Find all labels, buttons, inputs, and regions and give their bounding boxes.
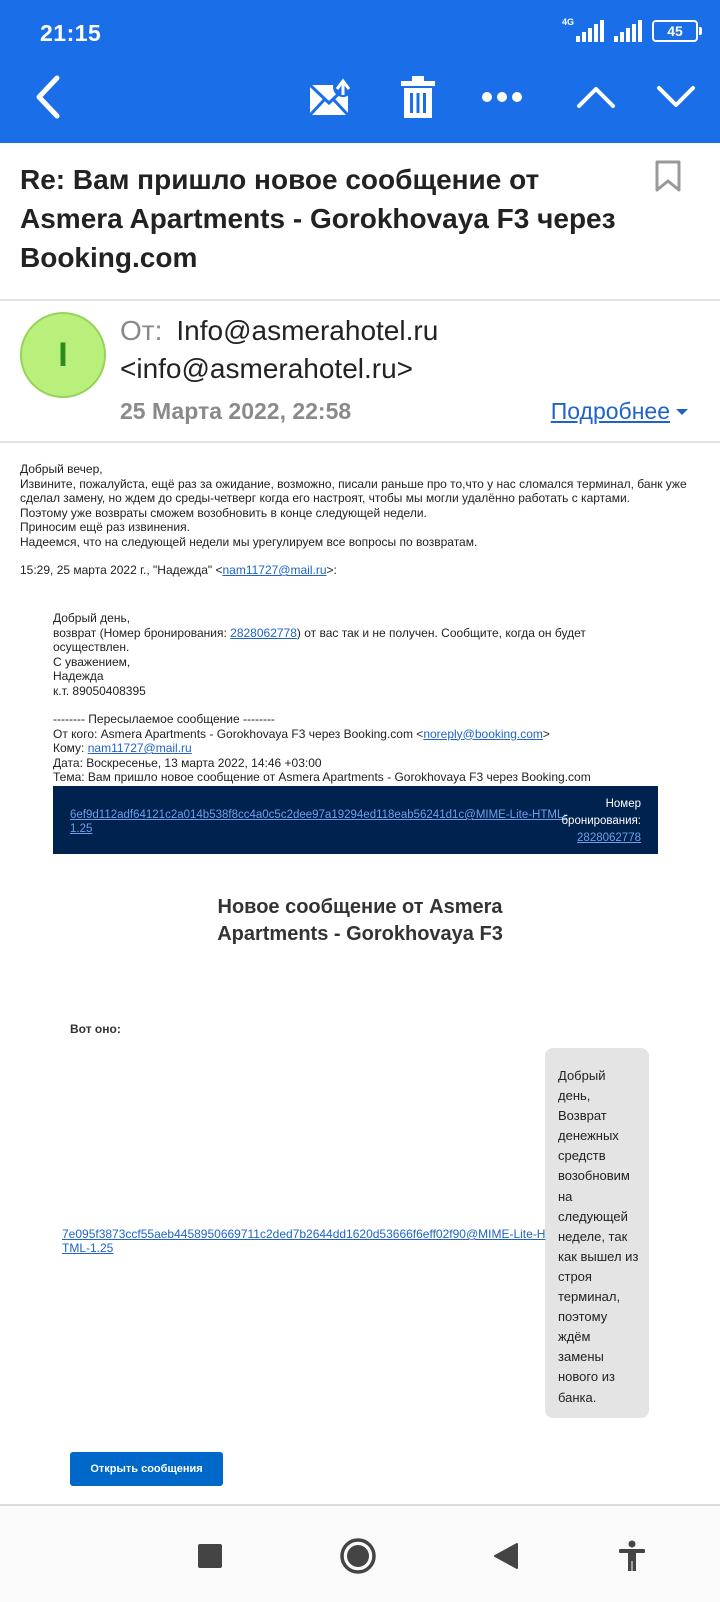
bookmark-button[interactable]: [655, 160, 681, 197]
home-circle-icon: [339, 1537, 377, 1575]
quoted-message: [53, 611, 653, 785]
forward-header: -------- Пересылаемое сообщение --------: [53, 712, 275, 726]
reply-header-prefix: 15:29, 25 марта 2022 г., "Надежда" <: [20, 563, 223, 577]
bookmark-icon: [655, 160, 681, 192]
details-label: Подробнее: [550, 398, 670, 424]
signal-icon: [576, 20, 606, 42]
reply-header-email[interactable]: nam11727@mail.ru: [222, 563, 327, 577]
back-button[interactable]: [28, 72, 68, 122]
booking-number-link[interactable]: 2828062778: [230, 625, 297, 640]
quote-phone: к.т. 89050408395: [53, 683, 146, 698]
reply-header-suffix: >:: [326, 563, 337, 577]
mark-unread-button[interactable]: [306, 72, 356, 122]
quote-refund-suffix: ) от вас так и не получен. Сообщите, когда он будет осуществлен.: [53, 625, 586, 654]
battery-level: 45: [667, 23, 683, 39]
signal-icon-2: [614, 20, 644, 42]
new-message-title: Новое сообщение от Asmera Apartments - Gorokhovaya F3: [217, 896, 503, 945]
forward-to-prefix: Кому:: [53, 741, 88, 755]
body-line: Приносим ещё раз извинения.: [20, 520, 190, 534]
sender-name[interactable]: Info@asmerahotel.ru: [176, 315, 439, 346]
quote-name: Надежда: [53, 669, 104, 683]
trash-icon: [400, 76, 436, 118]
body-line: Добрый вечер,: [20, 462, 103, 476]
booking-banner: [53, 786, 658, 854]
envelope-reply-icon: [307, 75, 355, 119]
forward-to-email[interactable]: nam11727@mail.ru: [87, 741, 192, 755]
from-line: [120, 312, 438, 350]
banner-booking-number: [561, 796, 641, 847]
back-triangle-icon: [493, 1542, 519, 1570]
quote-greeting: Добрый день,: [53, 611, 131, 625]
reply-header: [20, 563, 700, 578]
network-type: 4G: [561, 17, 574, 27]
sender-avatar: I: [20, 312, 106, 398]
open-messages-button[interactable]: Открыть сообщения: [70, 1452, 223, 1486]
caret-down-icon: [676, 409, 688, 415]
forward-to: [53, 741, 653, 756]
email-body: [20, 462, 700, 578]
here-it-is-label: Вот оно:: [70, 1022, 121, 1036]
forward-from-prefix: От кого: Asmera Apartments - Gorokhovaya F3 через Booking.com <: [53, 726, 424, 741]
body-line: Поэтому уже возвраты сможем возобновить в конце следующей недели.: [20, 505, 427, 520]
home-button[interactable]: [336, 1534, 380, 1578]
chevron-up-icon: [576, 85, 616, 109]
email-subject: Re: Вам пришло новое сообщение от Asmera Apartments - Gorokhovaya F3 через Booking.com: [20, 164, 616, 273]
forward-from-suffix: >: [542, 726, 550, 741]
banner-number-link[interactable]: 2828062778: [577, 832, 641, 844]
more-button[interactable]: [480, 72, 524, 122]
previous-message-button[interactable]: [574, 72, 618, 122]
more-dots-icon: [481, 91, 523, 103]
recents-button[interactable]: [188, 1534, 232, 1578]
banner-number-label-2: бронирования:: [561, 815, 641, 827]
details-link[interactable]: [551, 398, 688, 425]
quote-refund-line: [53, 626, 653, 655]
quote-refund-prefix: возврат (Номер бронирования:: [53, 625, 231, 640]
message-bubble: Добрый день, Возврат денежных средств возобновим на следующей неделе, так как вышел из строя терминал, поэтому ждём замены нового из банка.: [545, 1048, 649, 1418]
system-nav-bar: [0, 1504, 720, 1602]
forward-from-email[interactable]: noreply@booking.com: [423, 726, 543, 741]
delete-button[interactable]: [396, 72, 440, 122]
body-line: Извините, пожалуйста, ещё раз за ожидание, возможно, писали раньше про то,что у нас сломался терминал, банк уже сделал замену, но ждем до среды-четверг когда его настроят, чтобы мы могли удалённо работать с картами.: [20, 476, 687, 505]
divider: [0, 299, 720, 301]
from-label: От:: [120, 315, 163, 346]
recents-square-icon: [198, 1544, 222, 1568]
forward-date: Дата: Воскресенье, 13 марта 2022, 14:46 +03:00: [53, 755, 322, 770]
body-line: Надеемся, что на следующей недели мы урегулируем все вопросы по возвратам.: [20, 534, 478, 549]
top-app-bar: [0, 0, 720, 143]
next-message-button[interactable]: [654, 72, 698, 122]
status-time: 21:15: [40, 20, 102, 46]
chevron-left-icon: [35, 75, 61, 119]
quote-regards: С уважением,: [53, 654, 131, 669]
chevron-down-icon: [656, 85, 696, 109]
banner-number-label-1: Номер: [605, 798, 641, 810]
divider: [0, 441, 720, 443]
forward-from: [53, 727, 653, 742]
email-date: 25 Марта 2022, 22:58: [120, 398, 352, 424]
back-nav-button[interactable]: [484, 1534, 528, 1578]
status-icons: [561, 17, 698, 42]
sender-email[interactable]: <info@asmerahotel.ru>: [120, 353, 414, 384]
accessibility-icon: [618, 1540, 646, 1572]
battery-icon: [652, 20, 698, 42]
banner-message-id[interactable]: 6ef9d112adf64121c2a014b538f8cc4a0c5c2dee97a19294ed118eab56241d1c@MIME-Lite-HTML-1.25: [70, 809, 568, 835]
forward-subject: Тема: Вам пришло новое сообщение от Asmera Apartments - Gorokhovaya F3 через Booking.com: [53, 770, 591, 784]
message-id-link[interactable]: 7e095f3873ccf55aeb4458950669711c2ded7b2644dd1620d53666f6eff02f90@MIME-Lite-HTML-1.25: [62, 1227, 546, 1255]
accessibility-button[interactable]: [610, 1534, 654, 1578]
